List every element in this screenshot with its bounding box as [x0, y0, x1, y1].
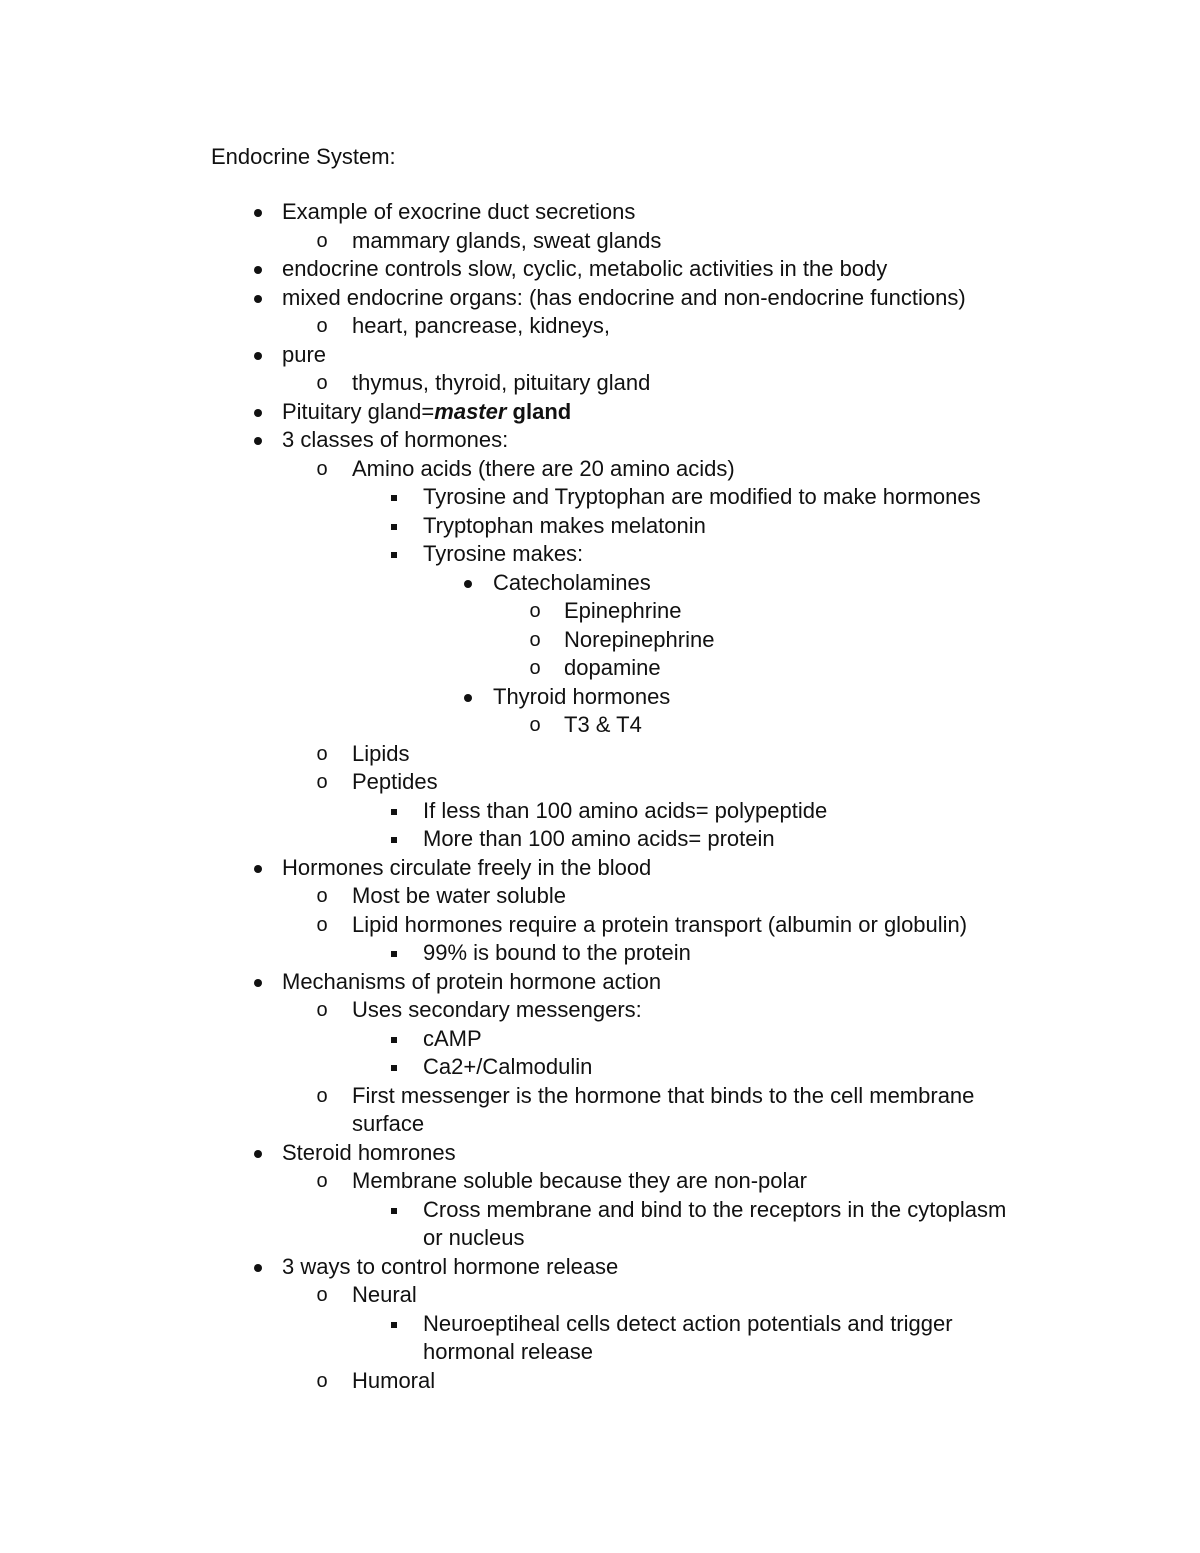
- list-item: o Neural: [0, 1281, 1200, 1310]
- list-item: o thymus, thyroid, pituitary gland: [0, 369, 1200, 398]
- bullet-square-icon: [384, 797, 404, 826]
- list-item: Catecholamines: [0, 569, 1200, 598]
- bullet-circle-icon: o: [316, 1170, 328, 1192]
- bullet-circle-icon: o: [529, 657, 541, 679]
- list-item: o Norepinephrine: [0, 626, 1200, 655]
- list-item-continuation: or nucleus: [423, 1225, 525, 1250]
- list-item: Neuroeptiheal cells detect action potentials and trigger: [0, 1310, 1200, 1339]
- bullet-circle-icon: o: [316, 742, 328, 765]
- list-item: Ca2+/Calmodulin: [0, 1053, 1200, 1082]
- bullet-circle-icon: o: [316, 315, 328, 337]
- bullet-dot-icon: [248, 198, 268, 227]
- list-item: o Uses secondary messengers:: [0, 996, 1200, 1025]
- bullet-circle-icon: o: [529, 628, 541, 651]
- bullet-square-icon: [384, 825, 404, 854]
- list-item: o Amino acids (there are 20 amino acids): [0, 455, 1200, 484]
- bullet-square-icon: [384, 1196, 404, 1225]
- bullet-square-icon: [384, 1310, 404, 1339]
- list-item-continuation: surface: [352, 1111, 425, 1136]
- list-item: Tryptophan makes melatonin: [0, 512, 1200, 541]
- bullet-circle-icon: o: [529, 714, 541, 736]
- list-item: 3 ways to control hormone release: [0, 1253, 1200, 1282]
- list-item: If less than 100 amino acids= polypeptide: [0, 797, 1200, 826]
- bullet-dot-icon: [248, 854, 268, 883]
- list-item: Example of exocrine duct secretions: [0, 198, 1200, 227]
- list-item: o Lipids: [0, 740, 1200, 769]
- outline-list: [0, 198, 1200, 1395]
- list-item: Hormones circulate freely in the blood: [0, 854, 1200, 883]
- list-item: o First messenger is the hormone that binds to the cell membrane: [0, 1082, 1200, 1111]
- list-item: cAMP: [0, 1025, 1200, 1054]
- list-item: o Epinephrine: [0, 597, 1200, 626]
- bullet-square-icon: [384, 1025, 404, 1054]
- bullet-circle-icon: o: [316, 771, 328, 793]
- bullet-dot-icon: [248, 398, 268, 427]
- bullet-circle-icon: o: [316, 229, 328, 252]
- page-title: Endocrine System:: [211, 144, 396, 169]
- list-item: o Lipid hormones require a protein transport (albumin or globulin): [0, 911, 1200, 940]
- list-item: o Humoral: [0, 1367, 1200, 1396]
- bullet-square-icon: [384, 483, 404, 512]
- bullet-dot-icon: [458, 683, 478, 712]
- bullet-dot-icon: [248, 255, 268, 284]
- list-item-continuation: hormonal release: [423, 1339, 593, 1364]
- list-item: More than 100 amino acids= protein: [0, 825, 1200, 854]
- bullet-dot-icon: [248, 1253, 268, 1282]
- bullet-dot-icon: [248, 426, 268, 455]
- bullet-circle-icon: o: [316, 885, 328, 907]
- bullet-circle-icon: o: [316, 457, 328, 480]
- bullet-circle-icon: o: [316, 913, 328, 936]
- list-item: Tyrosine and Tryptophan are modified to make hormones: [0, 483, 1200, 512]
- bullet-dot-icon: [248, 968, 268, 997]
- bullet-circle-icon: o: [316, 999, 328, 1021]
- bullet-circle-icon: o: [316, 1284, 328, 1306]
- list-item: o mammary glands, sweat glands: [0, 227, 1200, 256]
- bullet-square-icon: [384, 1053, 404, 1082]
- list-item: Thyroid hormones: [0, 683, 1200, 712]
- list-item: Pituitary gland=master gland: [0, 398, 1200, 427]
- bullet-dot-icon: [248, 1139, 268, 1168]
- list-item: 99% is bound to the protein: [0, 939, 1200, 968]
- list-item: mixed endocrine organs: (has endocrine and non-endocrine functions): [0, 284, 1200, 313]
- bullet-circle-icon: o: [529, 600, 541, 622]
- bullet-dot-icon: [458, 569, 478, 598]
- bullet-dot-icon: [248, 341, 268, 370]
- list-item: o Most be water soluble: [0, 882, 1200, 911]
- bullet-circle-icon: o: [316, 1369, 328, 1392]
- bullet-dot-icon: [248, 284, 268, 313]
- list-item: Steroid homrones: [0, 1139, 1200, 1168]
- list-item: o heart, pancrease, kidneys,: [0, 312, 1200, 341]
- bullet-circle-icon: o: [316, 1084, 328, 1107]
- bullet-square-icon: [384, 939, 404, 968]
- list-item: endocrine controls slow, cyclic, metabolic activities in the body: [0, 255, 1200, 284]
- bullet-circle-icon: o: [316, 372, 328, 394]
- list-item: Cross membrane and bind to the receptors in the cytoplasm: [0, 1196, 1200, 1225]
- list-item: o Membrane soluble because they are non-polar: [0, 1167, 1200, 1196]
- list-item: 3 classes of hormones:: [0, 426, 1200, 455]
- bullet-square-icon: [384, 540, 404, 569]
- list-item: pure: [0, 341, 1200, 370]
- bullet-square-icon: [384, 512, 404, 541]
- list-item: o T3 & T4: [0, 711, 1200, 740]
- list-item: o Peptides: [0, 768, 1200, 797]
- list-item: Mechanisms of protein hormone action: [0, 968, 1200, 997]
- list-item: o dopamine: [0, 654, 1200, 683]
- list-item: Tyrosine makes:: [0, 540, 1200, 569]
